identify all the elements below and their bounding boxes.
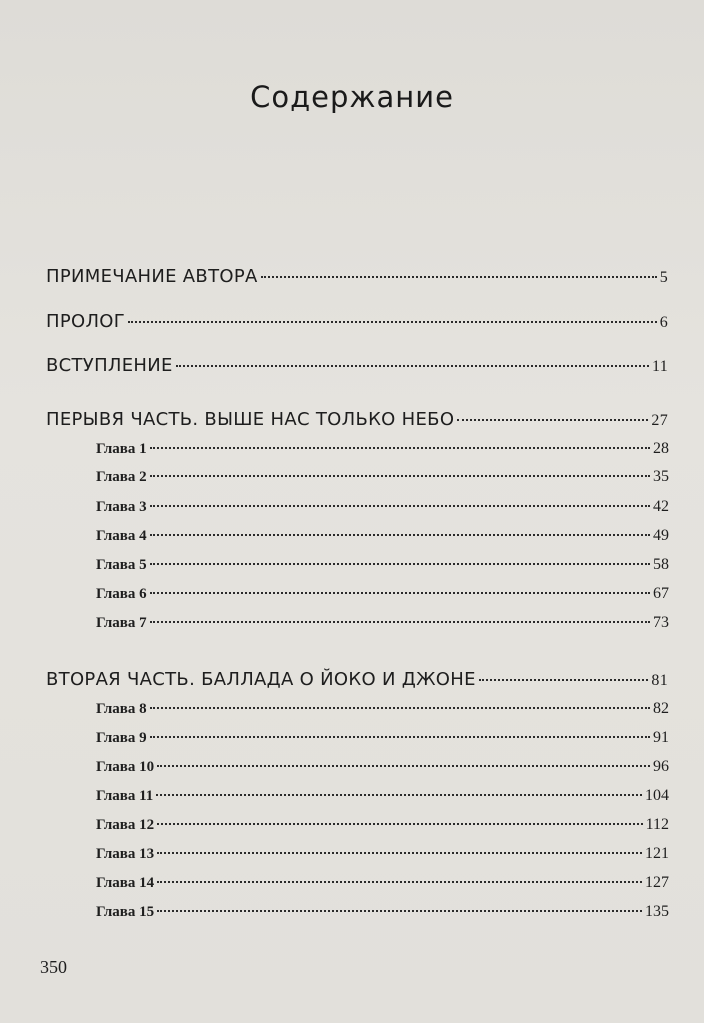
dot-leader — [128, 321, 657, 323]
toc-entry-page: 104 — [645, 787, 669, 804]
dot-leader — [157, 823, 642, 825]
toc-entry-page: 42 — [653, 498, 669, 515]
toc-entry-page: 82 — [653, 700, 669, 717]
toc-entry-label: Глава 2 — [96, 469, 147, 485]
dot-leader — [150, 534, 650, 536]
toc-entry-label: Глава 8 — [96, 701, 147, 717]
toc-entry-chapter-15 — [96, 903, 669, 921]
toc-entry-page: 35 — [653, 468, 669, 485]
toc-entry-page: 112 — [645, 816, 669, 833]
toc-entry-label: ПРОЛОГ — [46, 311, 126, 332]
dot-leader — [150, 736, 650, 738]
toc-entry-label: ПЕРЫВЯ ЧАСТЬ. ВЫШЕ НАС ТОЛЬКО НЕБО — [46, 409, 455, 430]
toc-entry-page: 5 — [659, 269, 668, 286]
toc-entry-page: 6 — [659, 314, 668, 331]
dot-leader — [261, 276, 657, 278]
toc-entry-label: Глава 4 — [96, 528, 147, 544]
toc-entry-page: 73 — [653, 614, 669, 631]
toc-entry-page: 49 — [653, 527, 669, 544]
toc-entry-introduction — [46, 355, 668, 376]
dot-leader — [457, 419, 648, 421]
dot-leader — [176, 365, 649, 367]
toc-entry-chapter-14 — [96, 874, 669, 892]
toc-entry-label: Глава 3 — [96, 499, 147, 515]
dot-leader — [157, 881, 642, 883]
toc-entry-page: 96 — [653, 758, 669, 775]
toc-entry-label: Глава 12 — [96, 817, 155, 833]
dot-leader — [157, 765, 650, 767]
toc-entry-page: 127 — [645, 874, 669, 891]
dot-leader — [157, 910, 642, 912]
toc-entry-chapter-10 — [96, 758, 669, 776]
dot-leader — [150, 621, 650, 623]
toc-entry-chapter-6 — [96, 585, 669, 603]
toc-entry-chapter-7 — [96, 614, 669, 632]
toc-entry-label: Глава 7 — [96, 615, 147, 631]
toc-entry-page: 28 — [653, 440, 669, 457]
toc-entry-chapter-4 — [96, 527, 669, 545]
page-title: Содержание — [250, 80, 454, 114]
toc-entry-page: 91 — [653, 729, 669, 746]
dot-leader — [150, 447, 650, 449]
toc-entry-chapter-8 — [96, 700, 669, 718]
dot-leader — [157, 852, 642, 854]
toc-entry-label: Глава 1 — [96, 441, 147, 457]
toc-entry-chapter-13 — [96, 845, 669, 863]
toc-entry-label: Глава 13 — [96, 846, 155, 862]
toc-entry-chapter-3 — [96, 498, 669, 516]
dot-leader — [479, 679, 649, 681]
toc-entry-label: ВСТУПЛЕНИЕ — [46, 355, 173, 376]
toc-entry-page: 11 — [651, 358, 668, 375]
toc-entry-label: Глава 6 — [96, 586, 147, 602]
toc-entry-page: 81 — [651, 672, 668, 689]
dot-leader — [156, 794, 642, 796]
toc-entry-chapter-11 — [96, 787, 669, 805]
toc-entry-chapter-12 — [96, 816, 669, 834]
toc-entry-part-one — [46, 409, 668, 430]
toc-entry-page: 67 — [653, 585, 669, 602]
toc-entry-chapter-1 — [96, 440, 669, 458]
toc-entry-label: ВТОРАЯ ЧАСТЬ. БАЛЛАДА О ЙОКО И ДЖОНЕ — [46, 669, 476, 690]
toc-entry-chapter-5 — [96, 556, 669, 574]
toc-entry-label: Глава 9 — [96, 730, 147, 746]
dot-leader — [150, 475, 650, 477]
toc-entry-prologue — [46, 311, 668, 332]
toc-entry-label: Глава 15 — [96, 904, 155, 920]
toc-entry-part-two — [46, 669, 668, 690]
toc-entry-label: Глава 10 — [96, 759, 155, 775]
dot-leader — [150, 707, 650, 709]
toc-entry-page: 27 — [651, 412, 668, 429]
dot-leader — [150, 505, 650, 507]
toc-entry-page: 58 — [653, 556, 669, 573]
toc-entry-chapter-9 — [96, 729, 669, 747]
toc-entry-label: ПРИМЕЧАНИЕ АВТОРА — [46, 266, 258, 287]
dot-leader — [150, 592, 650, 594]
toc-entry-label: Глава 11 — [96, 788, 154, 804]
dot-leader — [150, 563, 650, 565]
toc-entry-page: 121 — [645, 845, 669, 862]
toc-entry-page: 135 — [645, 903, 669, 920]
page-number: 350 — [40, 957, 67, 977]
toc-entry-author-note — [46, 266, 668, 287]
toc-entry-label: Глава 14 — [96, 875, 155, 891]
toc-entry-label: Глава 5 — [96, 557, 147, 573]
toc-entry-chapter-2 — [96, 468, 669, 486]
